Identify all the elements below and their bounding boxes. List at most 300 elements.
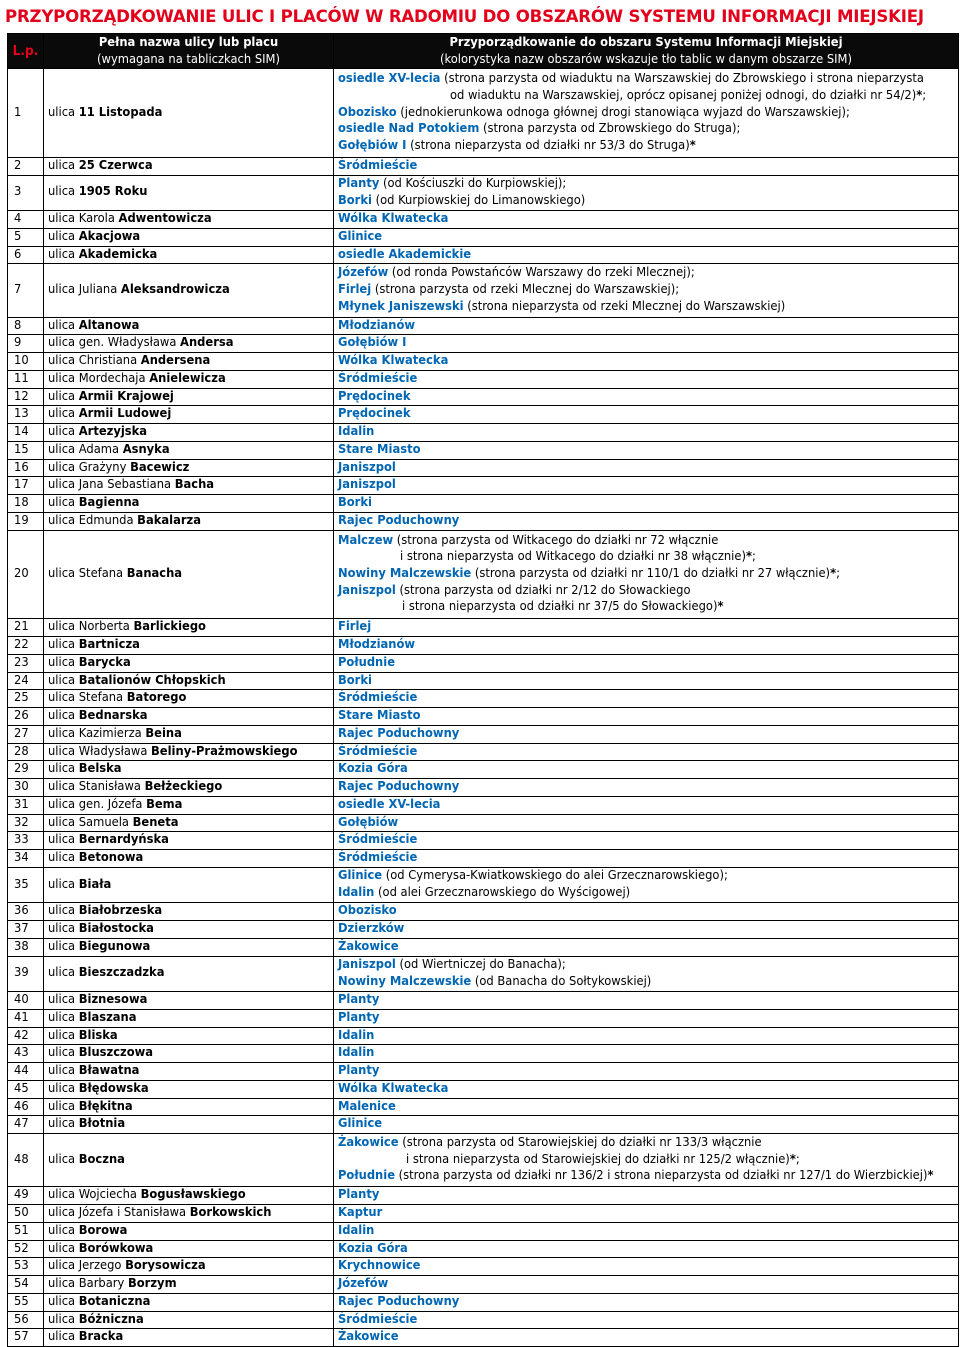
area-description: ; [836,566,840,582]
row-number: 54 [8,1276,44,1294]
table-row [8,388,959,406]
footnote-mark: * [830,566,837,582]
area-cell [334,406,959,424]
street-prefix: ulica [48,406,76,422]
street-main-name: Bieszczadzka [78,965,165,981]
area-name: Janiszpol [338,957,396,973]
area-description: i strona nieparzysta od Witkacego do działki nr 38 włącznie) [400,549,746,565]
street-prefix: ulica [48,282,76,298]
area-line [338,1081,954,1098]
area-name: Idalin [338,424,375,440]
area-name: Rajec Poduchowny [338,1293,460,1309]
street-main-name: Banacha [126,566,183,582]
area-line [338,868,954,885]
street-name-cell [44,1009,334,1027]
table-row [8,814,959,832]
area-name: Malenice [338,1098,396,1114]
area-cell [334,1205,959,1223]
street-main-name: Beina [145,725,182,741]
row-number: 8 [8,317,44,335]
table-row [8,512,959,530]
table-row [8,1080,959,1098]
street-main-name: Bartnicza [78,637,140,653]
area-cell [334,1063,959,1081]
street-prefix: ulica [48,1045,76,1061]
area-line [338,1312,954,1329]
area-line [338,815,954,832]
area-line [338,71,954,88]
table-row [8,1293,959,1311]
area-name: Śródmieście [338,850,418,866]
area-description: (strona nieparzysta od działki nr 53/3 do Struga) [406,137,690,153]
row-number: 41 [8,1009,44,1027]
street-main-name: Armii Ludowej [78,406,172,422]
area-line [338,726,954,743]
area-line [338,1276,954,1293]
street-given-name: Christiana [78,353,138,369]
street-prefix: ulica [48,779,76,795]
row-number: 37 [8,921,44,939]
area-line [338,761,954,778]
area-name: Śródmieście [338,157,418,173]
street-prefix: ulica [48,1080,76,1096]
area-description: (strona parzysta od Zbrowskiego do Struga); [479,121,741,137]
row-number: 53 [8,1258,44,1276]
header-street-name-line2: (wymagana na tabliczkach SIM) [97,52,280,67]
area-line [338,88,954,105]
table-row [8,424,959,442]
area-cell [334,335,959,353]
street-main-name: Bluszczowa [78,1045,154,1061]
area-line [338,903,954,920]
row-number: 43 [8,1045,44,1063]
area-name: Planty [338,1063,380,1079]
area-cell [334,903,959,921]
area-cell [334,708,959,726]
street-name-cell [44,317,334,335]
area-name: Nowiny Malczewskie [338,973,472,989]
table-row [8,1222,959,1240]
area-line [338,1010,954,1027]
street-prefix: ulica [48,1027,76,1043]
area-description: (od Cymerysa-Kwiatkowskiego do alei Grzecznarowskiego); [382,868,728,884]
area-name: Planty [338,1187,380,1203]
row-number: 49 [8,1187,44,1205]
area-description: i strona nieparzysta od działki nr 37/5 do Słowackiego) [402,599,718,615]
document-title: PRZYPORZĄDKOWANIE ULIC I PLACÓW W RADOMIU DO OBSZARÓW SYSTEMU INFORMACJI MIEJSKIEJ [5,7,924,26]
area-name: Gołębiów I [338,335,407,351]
street-prefix: ulica [48,708,76,724]
area-name: Prędocinek [338,388,411,404]
area-line [338,974,954,991]
street-name-cell [44,157,334,175]
street-given-name: Józefa i Stanisława [78,1205,187,1221]
street-prefix: ulica [48,876,76,892]
header-area-line2: (kolorystyka nazw obszarów wskazuje tło tablic w danym obszarze SIM) [440,52,852,67]
street-prefix: ulica [48,1205,76,1221]
area-description: ; [795,1151,800,1167]
table-row [8,690,959,708]
area-name: Malczew [338,532,394,548]
street-prefix: ulica [48,459,76,475]
area-name: Janiszpol [338,459,396,475]
street-prefix: ulica [48,1098,76,1114]
street-name-cell [44,388,334,406]
area-name: Planty [338,992,380,1008]
streets-table [7,33,959,1347]
area-line [338,318,954,335]
row-number: 14 [8,424,44,442]
street-main-name: 25 Czerwca [78,157,153,173]
street-main-name: Belska [78,761,122,777]
row-number: 52 [8,1240,44,1258]
area-cell [334,495,959,513]
street-main-name: Andersena [140,353,211,369]
area-name: Prędocinek [338,406,411,422]
table-row [8,1116,959,1134]
street-given-name: Samuela [78,814,129,830]
street-name-cell [44,992,334,1010]
table-row [8,1240,959,1258]
area-name: Wólka Klwatecka [338,211,449,227]
area-name: Żakowice [338,1135,399,1151]
street-prefix: ulica [48,512,76,528]
street-name-cell [44,1063,334,1081]
area-name: Żakowice [338,1329,399,1345]
street-prefix: ulica [48,832,76,848]
street-name-cell [44,530,334,619]
area-cell [334,1276,959,1294]
street-name-cell [44,1134,334,1187]
area-name: Południe [338,654,396,670]
area-line [338,797,954,814]
area-line [338,1258,954,1275]
header-street-name-line1: Pełna nazwa ulicy lub placu [98,35,279,50]
row-number: 57 [8,1329,44,1347]
table-row [8,441,959,459]
area-line [338,1241,954,1258]
area-cell [334,921,959,939]
area-cell [334,832,959,850]
row-number: 15 [8,441,44,459]
street-name-cell [44,1027,334,1045]
street-given-name: gen. Józefa [78,796,143,812]
area-line [338,939,954,956]
area-name: Śródmieście [338,690,418,706]
row-number: 2 [8,157,44,175]
street-prefix: ulica [48,104,76,120]
table-header-row [8,34,959,69]
street-name-cell [44,1098,334,1116]
table-row [8,832,959,850]
street-prefix: ulica [48,1116,76,1132]
street-prefix: ulica [48,1293,76,1309]
area-line [338,247,954,264]
table-row [8,1009,959,1027]
area-cell [334,211,959,229]
area-cell [334,530,959,619]
area-line [338,533,954,550]
table-row [8,992,959,1010]
table-row [8,228,959,246]
area-description: (od Kościuszki do Kurpiowskiej); [379,176,567,192]
area-name: Idalin [338,885,375,900]
area-line [338,299,954,316]
row-number: 9 [8,335,44,353]
street-main-name: Bagienna [78,495,140,511]
header-lp: L.p. [8,34,44,69]
table-row [8,796,959,814]
street-prefix: ulica [48,1276,76,1292]
street-name-cell [44,264,334,317]
row-number: 16 [8,459,44,477]
area-description: (od Wiertniczej do Banacha); [395,957,566,973]
street-main-name: Błękitna [78,1098,133,1114]
street-main-name: Białobrzeska [78,903,163,919]
area-line [338,105,954,122]
row-number: 23 [8,654,44,672]
street-name-cell [44,921,334,939]
street-name-cell [44,459,334,477]
area-name: Rajec Poduchowny [338,512,460,528]
row-number: 22 [8,637,44,655]
area-description: (strona parzysta od Starowiejskiej do działki nr 133/3 włącznie [398,1135,762,1151]
street-given-name: Grażyny [78,459,127,475]
street-prefix: ulica [48,211,76,227]
row-number: 39 [8,956,44,992]
area-line [338,708,954,725]
area-cell [334,1222,959,1240]
street-main-name: Bliska [78,1027,118,1043]
street-main-name: Barycka [78,654,131,670]
row-number: 4 [8,211,44,229]
area-description: (od Banacha do Sołtykowskiej) [471,973,652,989]
street-prefix: ulica [48,388,76,404]
row-number: 7 [8,264,44,317]
table-row [8,1063,959,1081]
street-name-cell [44,725,334,743]
area-name: Wólka Klwatecka [338,1080,449,1096]
area-cell [334,1027,959,1045]
street-prefix: ulica [48,672,76,688]
street-name-cell [44,690,334,708]
area-name: Obozisko [338,104,397,120]
street-main-name: Bernardyńska [78,832,169,848]
street-name-cell [44,335,334,353]
row-number: 48 [8,1134,44,1187]
street-name-cell [44,353,334,371]
street-given-name: Juliana [78,282,118,298]
area-name: Dzierzków [338,921,405,937]
area-name: Młynek Janiszewski [338,298,464,314]
area-cell [334,264,959,317]
table-row [8,938,959,956]
area-line [338,1063,954,1080]
area-name: osiedle Akademickie [338,246,472,262]
row-number: 33 [8,832,44,850]
area-line [338,690,954,707]
table-row [8,1276,959,1294]
street-main-name: Blaszana [78,1009,137,1025]
street-name-cell [44,1222,334,1240]
street-main-name: Akademicka [78,246,158,262]
street-main-name: Biała [78,876,112,892]
street-main-name: Beneta [132,814,179,830]
row-number: 1 [8,69,44,158]
area-line [338,265,954,282]
area-cell [334,938,959,956]
street-prefix: ulica [48,566,76,582]
row-number: 27 [8,725,44,743]
street-main-name: Borzym [128,1276,177,1292]
street-prefix: ulica [48,654,76,670]
street-main-name: Beliny-Prażmowskiego [151,743,298,759]
table-row [8,654,959,672]
street-name-cell [44,619,334,637]
row-number: 29 [8,761,44,779]
street-given-name: Stanisława [78,779,141,795]
area-line [338,619,954,636]
street-prefix: ulica [48,370,76,386]
street-main-name: Boczna [78,1151,125,1167]
area-line [338,353,954,370]
table-row [8,530,959,619]
area-line [338,211,954,228]
area-name: Janiszpol [338,477,396,493]
street-prefix: ulica [48,246,76,262]
street-prefix: ulica [48,1258,76,1274]
street-main-name: Błędowska [78,1080,149,1096]
row-number: 26 [8,708,44,726]
street-name-cell [44,743,334,761]
table-row [8,779,959,797]
table-row [8,1258,959,1276]
street-given-name: Norberta [78,619,130,635]
table-row [8,1134,959,1187]
table-row [8,317,959,335]
area-line [338,1099,954,1116]
table-row [8,406,959,424]
row-number: 40 [8,992,44,1010]
row-number: 20 [8,530,44,619]
row-number: 19 [8,512,44,530]
area-line [338,655,954,672]
street-name-cell [44,1258,334,1276]
street-name-cell [44,938,334,956]
street-prefix: ulica [48,424,76,440]
area-name: Żakowice [338,938,399,954]
row-number: 18 [8,495,44,513]
area-line [338,389,954,406]
area-cell [334,1329,959,1347]
table-row [8,246,959,264]
street-name-cell [44,637,334,655]
street-main-name: Batorego [126,690,187,706]
area-line [338,1116,954,1133]
table-row [8,211,959,229]
area-name: Janiszpol [338,582,396,598]
area-line [338,1223,954,1240]
street-name-cell [44,1329,334,1347]
row-number: 55 [8,1293,44,1311]
street-name-cell [44,1045,334,1063]
area-name: Glinice [338,1116,383,1132]
table-row [8,903,959,921]
street-main-name: Bema [146,796,183,812]
area-line [338,885,954,902]
footnote-mark: * [717,599,724,615]
area-name: Południe [338,1168,396,1184]
area-line [338,460,954,477]
row-number: 30 [8,779,44,797]
table-row [8,708,959,726]
street-name-cell [44,175,334,211]
street-name-cell [44,406,334,424]
area-cell [334,619,959,637]
street-name-cell [44,1311,334,1329]
table-row [8,335,959,353]
street-name-cell [44,424,334,442]
area-description: (od Kurpiowskiej do Limanowskiego) [371,192,586,208]
area-line [338,583,954,600]
street-prefix: ulica [48,1329,76,1345]
street-prefix: ulica [48,992,76,1008]
table-row [8,69,959,158]
area-cell [334,1240,959,1258]
header-area-line1: Przyporządkowanie do obszaru Systemu Informacji Miejskiej [449,35,843,50]
street-given-name: Kazimierza [78,725,142,741]
street-name-cell [44,956,334,992]
area-name: Józefów [338,1276,389,1292]
area-description: od wiaduktu na Warszawskiej, oprócz opisanej poniżej odnogi, do działki nr 54/2) [450,87,917,103]
area-cell [334,672,959,690]
area-name: Śródmieście [338,743,418,759]
row-number: 44 [8,1063,44,1081]
area-line [338,442,954,459]
street-name-cell [44,228,334,246]
street-given-name: Mordechaja [78,370,146,386]
area-description: (jednokierunkowa odnoga głównej drogi stanowiąca wyjazd do Warszawskiej); [396,104,850,120]
area-line [338,566,954,583]
street-main-name: Barlickiego [133,619,206,635]
area-description: (od alei Grzecznarowskiego do Wyścigowej) [374,885,631,900]
area-name: Młodzianów [338,317,416,333]
street-prefix: ulica [48,441,76,457]
street-name-cell [44,211,334,229]
table-row [8,743,959,761]
area-description: (strona nieparzysta od rzeki Mlecznej do Warszawskiej) [463,298,786,314]
street-name-cell [44,832,334,850]
area-line [338,158,954,175]
row-number: 47 [8,1116,44,1134]
street-prefix: ulica [48,317,76,333]
street-prefix: ulica [48,1240,76,1256]
street-prefix: ulica [48,938,76,954]
area-cell [334,228,959,246]
table-row [8,1311,959,1329]
area-cell [334,1187,959,1205]
street-main-name: Bogusławskiego [140,1187,246,1203]
area-line [338,637,954,654]
row-number: 56 [8,1311,44,1329]
area-description: (strona parzysta od Witkacego do działki nr 72 włącznie [393,532,719,548]
footnote-mark: * [789,1151,796,1167]
street-main-name: Botaniczna [78,1293,151,1309]
table-row [8,175,959,211]
table-row [8,370,959,388]
area-line [338,193,954,210]
street-prefix: ulica [48,1009,76,1025]
